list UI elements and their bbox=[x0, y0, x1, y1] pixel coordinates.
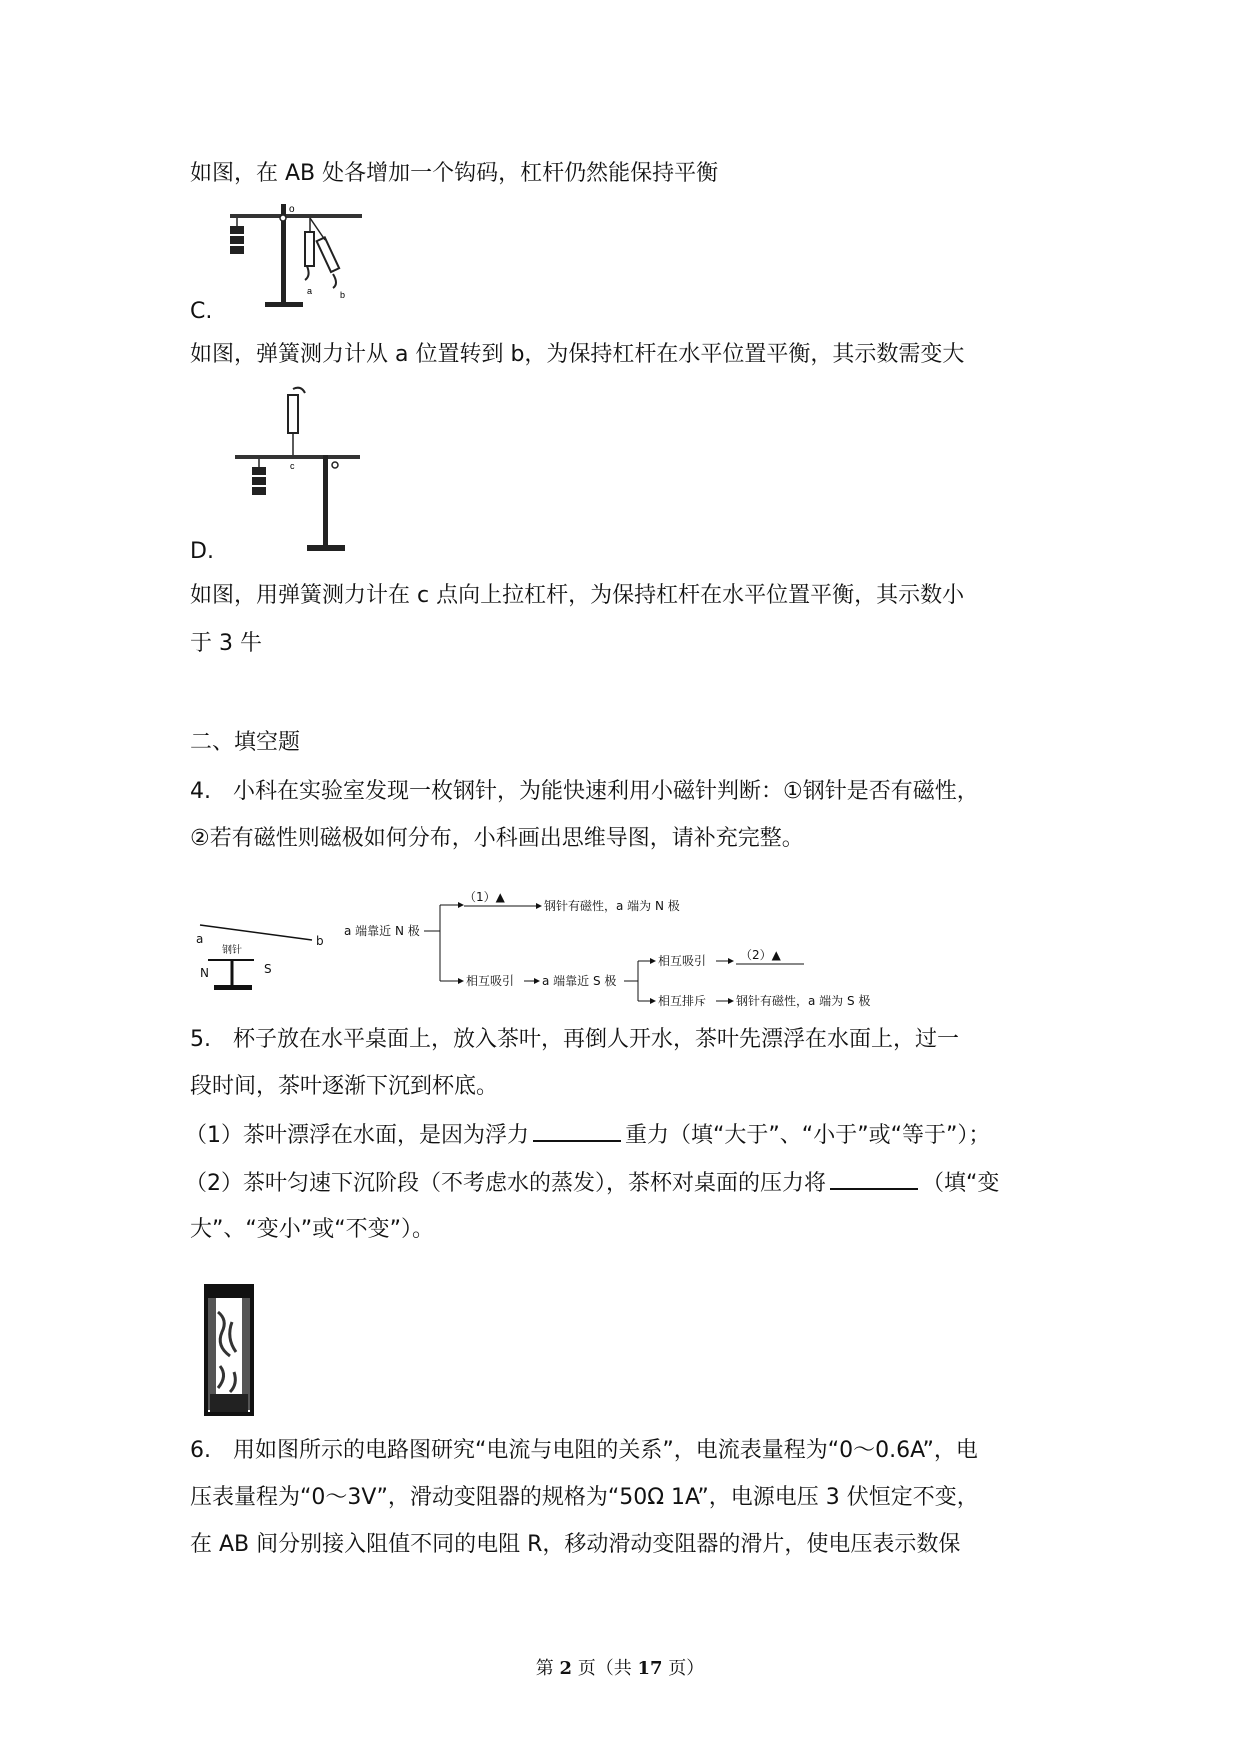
weights bbox=[252, 467, 266, 475]
stand-base bbox=[307, 545, 345, 551]
footer-mid: 页（共 bbox=[572, 1658, 638, 1679]
attract-1: 相互吸引 bbox=[466, 974, 515, 988]
near-s-node: a 端靠近 S 极 bbox=[542, 974, 617, 988]
q5-part2-b: （填“变 bbox=[922, 1171, 1000, 1196]
option-c-label: C. bbox=[190, 299, 213, 324]
q5-part2 bbox=[185, 1168, 999, 1198]
option-d-text-2: 于 3 牛 bbox=[190, 631, 262, 656]
start-node: a 端靠近 N 极 bbox=[344, 924, 420, 938]
label-n: N bbox=[200, 966, 209, 980]
spring-hook-top bbox=[293, 388, 305, 393]
q4-mind-map bbox=[190, 885, 990, 1010]
spring-scale-c bbox=[288, 395, 298, 433]
figure-d-lever bbox=[235, 385, 365, 555]
q5-part2-cont: 大”、“变小”或“不变”）。 bbox=[190, 1217, 434, 1242]
q6-line1: 6. 用如图所示的电路图研究“电流与电阻的关系”，电流表量程为“0～0.6A”，电 bbox=[190, 1438, 978, 1463]
blank-1: （1）▲ bbox=[464, 890, 505, 904]
svg-text:b: b bbox=[340, 290, 346, 300]
pivot-o bbox=[280, 215, 286, 221]
option-b-text: 如图，在 AB 处各增加一个钩码，杠杆仍然能保持平衡 bbox=[190, 161, 719, 186]
svg-text:c: c bbox=[290, 461, 295, 471]
repel: 相互排斥 bbox=[658, 994, 707, 1008]
steel-needle bbox=[200, 925, 312, 940]
label-needle: 钢针 bbox=[222, 945, 242, 956]
svg-text:o: o bbox=[289, 204, 295, 215]
spring-scale-b bbox=[317, 237, 340, 272]
q5-part1-b: 重力（填“大于”、“小于”或“等于”）； bbox=[625, 1123, 991, 1148]
pivot-o bbox=[332, 462, 338, 468]
q5-blank-1[interactable] bbox=[533, 1120, 621, 1142]
q5-line1: 5. 杯子放在水平桌面上，放入茶叶，再倒人开水，茶叶先漂浮在水面上，过一 bbox=[190, 1027, 959, 1052]
lever-bar bbox=[230, 214, 362, 218]
footer-post: 页） bbox=[662, 1658, 705, 1679]
q4-line2: ②若有磁性则磁极如何分布，小科画出思维导图，请补充完整。 bbox=[190, 826, 804, 851]
footer-page-number: 2 bbox=[559, 1658, 572, 1679]
q6-line2: 压表量程为“0～3V”，滑动变阻器的规格为“50Ω 1A”，电源电压 3 伏恒定不变， bbox=[190, 1485, 979, 1510]
lever-bar bbox=[235, 455, 360, 459]
weights bbox=[230, 226, 244, 234]
footer-pre: 第 bbox=[535, 1658, 560, 1679]
q5-blank-2[interactable] bbox=[830, 1168, 918, 1190]
page-footer bbox=[0, 1654, 1240, 1680]
option-d-text-1: 如图，用弹簧测力计在 c 点向上拉杠杆，为保持杠杆在水平位置平衡，其示数小 bbox=[190, 583, 965, 608]
q5-part2-a: （2）茶叶匀速下沉阶段（不考虑水的蒸发），茶杯对桌面的压力将 bbox=[185, 1171, 826, 1196]
spring-scale-a bbox=[305, 232, 314, 266]
label-b: b bbox=[316, 934, 324, 948]
q5-part1-a: （1）茶叶漂浮在水面，是因为浮力 bbox=[185, 1123, 529, 1148]
section-title: 二、填空题 bbox=[190, 730, 301, 755]
option-c-text: 如图，弹簧测力计从 a 位置转到 b，为保持杠杆在水平位置平衡，其示数需变大 bbox=[190, 342, 965, 367]
q6-line3: 在 AB 间分别接入阻值不同的电阻 R，移动滑动变阻器的滑片，使电压表示数保 bbox=[190, 1532, 961, 1557]
result-1: 钢针有磁性，a 端为 N 极 bbox=[544, 899, 680, 913]
tea-cup-figure bbox=[202, 1282, 258, 1418]
compass-base bbox=[214, 985, 252, 990]
label-s: S bbox=[264, 962, 272, 976]
stand-base bbox=[265, 302, 303, 307]
blank-2: （2）▲ bbox=[740, 948, 781, 962]
stand-pole bbox=[323, 455, 328, 547]
label-a: a bbox=[196, 932, 204, 946]
q5-line2: 段时间，茶叶逐渐下沉到杯底。 bbox=[190, 1074, 499, 1099]
q4-line1: 4. 小科在实验室发现一枚钢针，为能快速利用小磁针判断：①钢针是否有磁性， bbox=[190, 779, 979, 804]
svg-text:a: a bbox=[307, 286, 313, 296]
figure-c-lever bbox=[225, 202, 370, 312]
footer-total-pages: 17 bbox=[637, 1658, 663, 1679]
option-d-label: D. bbox=[190, 539, 214, 564]
q5-part1 bbox=[185, 1120, 990, 1150]
attract-2: 相互吸引 bbox=[658, 954, 707, 968]
result-2: 钢针有磁性，a 端为 S 极 bbox=[736, 994, 871, 1008]
